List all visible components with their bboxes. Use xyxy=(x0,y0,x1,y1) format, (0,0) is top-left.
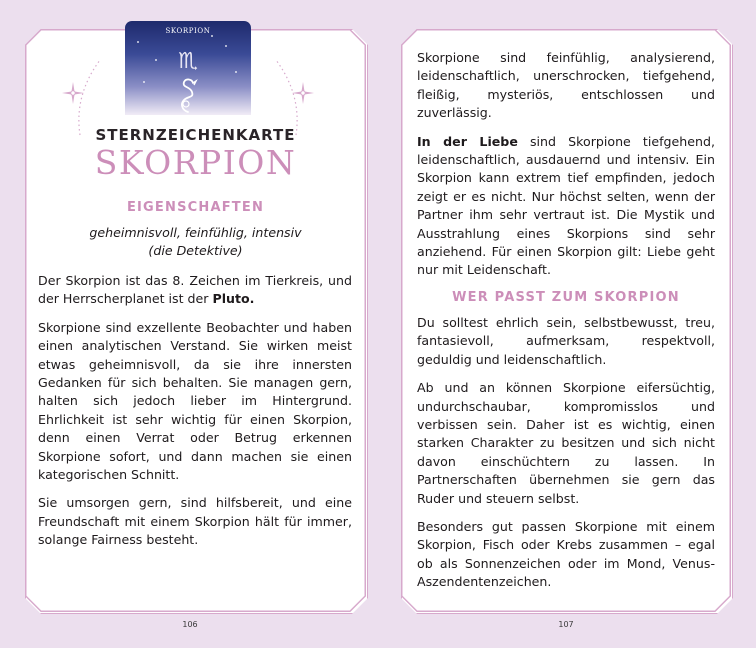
card-title: SKORPION xyxy=(165,27,211,35)
left-body-text xyxy=(38,272,352,560)
page-number-right: 107 xyxy=(558,620,574,629)
zodiac-card-image xyxy=(125,21,251,115)
page-title: SKORPION xyxy=(94,143,297,182)
paragraph: Besonders gut passen Skorpione mit einem Skorpion, Fisch oder Krebs zusammen – egal ob als Sonnenzeichen oder im Mond, Venus-Aszendentenzeichen. xyxy=(417,518,715,590)
paragraph: Der Skorpion ist das 8. Zeichen im Tierkreis, und der Herrscherplanet ist der Pluto. xyxy=(38,273,352,307)
traits-subtitle: (die Detektive) xyxy=(148,243,243,259)
page-number-left: 106 xyxy=(182,620,198,629)
paragraph: In der Liebe sind Skorpione tiefgehend, leidenschaftlich, ausdauernd und intensiv. Ein Skorpion kann extrem tief empfinden, jedoch zeigt er es nicht. Nur höchst selten, wenn der Partner ihm sehr vertraut ist. Die Mystik und Ausstrahlung eines Skorpions sind sehr anziehend. Für einen Skorpion gilt: Liebe geht nur mit Leidenschaft. xyxy=(417,133,715,278)
paragraph: Sie umsorgen gern, sind hilfsbereit, und eine Freundschaft mit einem Skorpion hält für immer, solange Fairness besteht. xyxy=(38,495,352,548)
traits-summary xyxy=(40,224,351,261)
section-heading-partner: WER PASST ZUM SKORPION xyxy=(452,289,680,305)
paragraph: Ab und an können Skorpione eifersüchtig, undurchschaubar, kompromisslos und verbissen sein. Daher ist es wichtig, einen starken Charakter zu besitzen und sich nicht davon einschüchtern zu lassen. In Partnerschaften übernehmen sie gern das Ruder und steuern selbst. xyxy=(417,380,715,506)
paragraph: Skorpione sind exzellente Beobachter und haben einen analytischen Verstand. Sie wirken meist etwas geheimnisvoll, da sie ihre innersten Gedanken für sich behalten. Sie managen gern, halten sich jedoch lieber im Hintergrund. Ehrlichkeit ist sehr wichtig für einen Skorpion, denn einen Verrat oder Betrug erkennen Skorpione sofort, und dann machen sie einen kategorischen Schnitt. xyxy=(38,319,352,483)
traits-line: geheimnisvoll, feinfühlig, intensiv xyxy=(89,225,302,240)
scorpio-glyph-icon: ♏ xyxy=(178,49,198,74)
paragraph: Skorpione sind feinfühlig, analysierend, leidenschaftlich, unerschrocken, tiefgehend, fleißig, mysteriös, entschlossen und zuverlässig. xyxy=(417,50,715,121)
paragraph: Du solltest ehrlich sein, selbstbewusst, treu, fantasievoll, aufmerksam, respektvoll, geduldig und leidenschaftlich. xyxy=(417,314,715,367)
card-kicker: STERNZEICHENKARTE xyxy=(95,126,296,144)
right-body-text xyxy=(417,49,715,602)
scorpion-illustration-icon xyxy=(172,76,204,114)
section-heading-eigenschaften: EIGENSCHAFTEN xyxy=(126,200,265,215)
